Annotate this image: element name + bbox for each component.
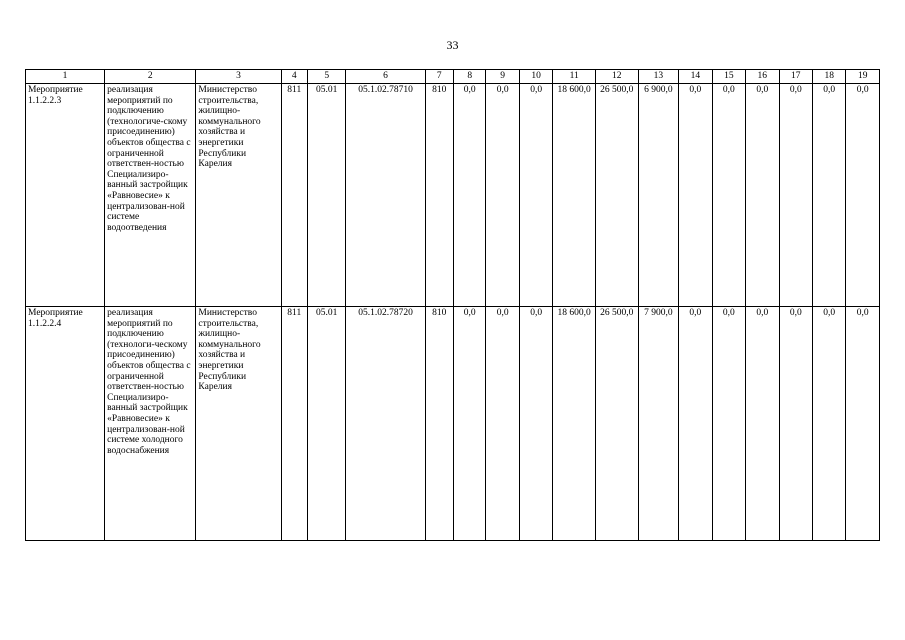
column-number: 13 — [638, 70, 679, 84]
responsible-executor-cell: Министерство строительства, жилищно-коммунального хозяйства и энергетики Республики Карелия — [196, 84, 281, 307]
value-cell: 0,0 — [519, 307, 552, 541]
value-cell: 0,0 — [779, 307, 812, 541]
value-cell: 26 500,0 — [595, 84, 638, 307]
value-cell: 0,0 — [453, 84, 485, 307]
value-cell: 0,0 — [812, 84, 845, 307]
column-number: 12 — [595, 70, 638, 84]
value-cell: 811 — [281, 84, 307, 307]
value-cell: 0,0 — [746, 307, 779, 541]
column-number: 14 — [679, 70, 712, 84]
value-cell: 0,0 — [486, 307, 519, 541]
value-cell: 18 600,0 — [553, 307, 596, 541]
value-cell: 05.01 — [307, 84, 346, 307]
column-number: 18 — [812, 70, 845, 84]
value-cell: 6 900,0 — [638, 84, 679, 307]
activity-description-cell: реализация мероприятий по подключению (технологи-ческому присоединению) объектов общества с ограниченной ответствен-ностью Специализиро-ванный застройщик «Равновесие» к централизован-ной системе холодного водоснабжения — [105, 307, 196, 541]
value-cell: 810 — [425, 307, 453, 541]
activity-name-cell: Мероприятие 1.1.2.2.4 — [26, 307, 105, 541]
value-cell: 0,0 — [712, 307, 745, 541]
value-cell: 0,0 — [453, 307, 485, 541]
column-number: 11 — [553, 70, 596, 84]
column-number: 2 — [105, 70, 196, 84]
value-cell: 0,0 — [746, 84, 779, 307]
responsible-executor-cell: Министерство строительства, жилищно-коммунального хозяйства и энергетики Республики Карелия — [196, 307, 281, 541]
value-cell: 0,0 — [779, 84, 812, 307]
value-cell: 0,0 — [486, 84, 519, 307]
column-number: 1 — [26, 70, 105, 84]
value-cell: 0,0 — [679, 84, 712, 307]
column-number: 3 — [196, 70, 281, 84]
column-number: 9 — [486, 70, 519, 84]
column-number: 6 — [346, 70, 425, 84]
value-cell: 810 — [425, 84, 453, 307]
page-number: 33 — [446, 38, 459, 52]
value-cell: 0,0 — [846, 84, 880, 307]
value-cell: 05.01 — [307, 307, 346, 541]
column-number: 17 — [779, 70, 812, 84]
value-cell: 18 600,0 — [553, 84, 596, 307]
column-number: 19 — [846, 70, 880, 84]
value-cell: 0,0 — [679, 307, 712, 541]
column-number: 8 — [453, 70, 485, 84]
value-cell: 7 900,0 — [638, 307, 679, 541]
table-row — [26, 307, 880, 541]
activity-description-cell: реализация мероприятий по подключению (технологиче-скому присоединению) объектов общества с ограниченной ответствен-ностью Специализиро-ванный застройщик «Равновесие» к централизован-ной системе водоотведения — [105, 84, 196, 307]
table-header-row — [26, 70, 880, 84]
column-number: 7 — [425, 70, 453, 84]
value-cell: 0,0 — [712, 84, 745, 307]
value-cell: 05.1.02.78720 — [346, 307, 425, 541]
value-cell: 26 500,0 — [595, 307, 638, 541]
activity-name-cell: Мероприятие 1.1.2.2.3 — [26, 84, 105, 307]
column-number: 5 — [307, 70, 346, 84]
value-cell: 0,0 — [846, 307, 880, 541]
table-row — [26, 84, 880, 307]
program-table — [25, 69, 880, 541]
value-cell: 811 — [281, 307, 307, 541]
value-cell: 05.1.02.78710 — [346, 84, 425, 307]
column-number: 4 — [281, 70, 307, 84]
column-number: 16 — [746, 70, 779, 84]
value-cell: 0,0 — [812, 307, 845, 541]
value-cell: 0,0 — [519, 84, 552, 307]
column-number: 10 — [519, 70, 552, 84]
column-number: 15 — [712, 70, 745, 84]
